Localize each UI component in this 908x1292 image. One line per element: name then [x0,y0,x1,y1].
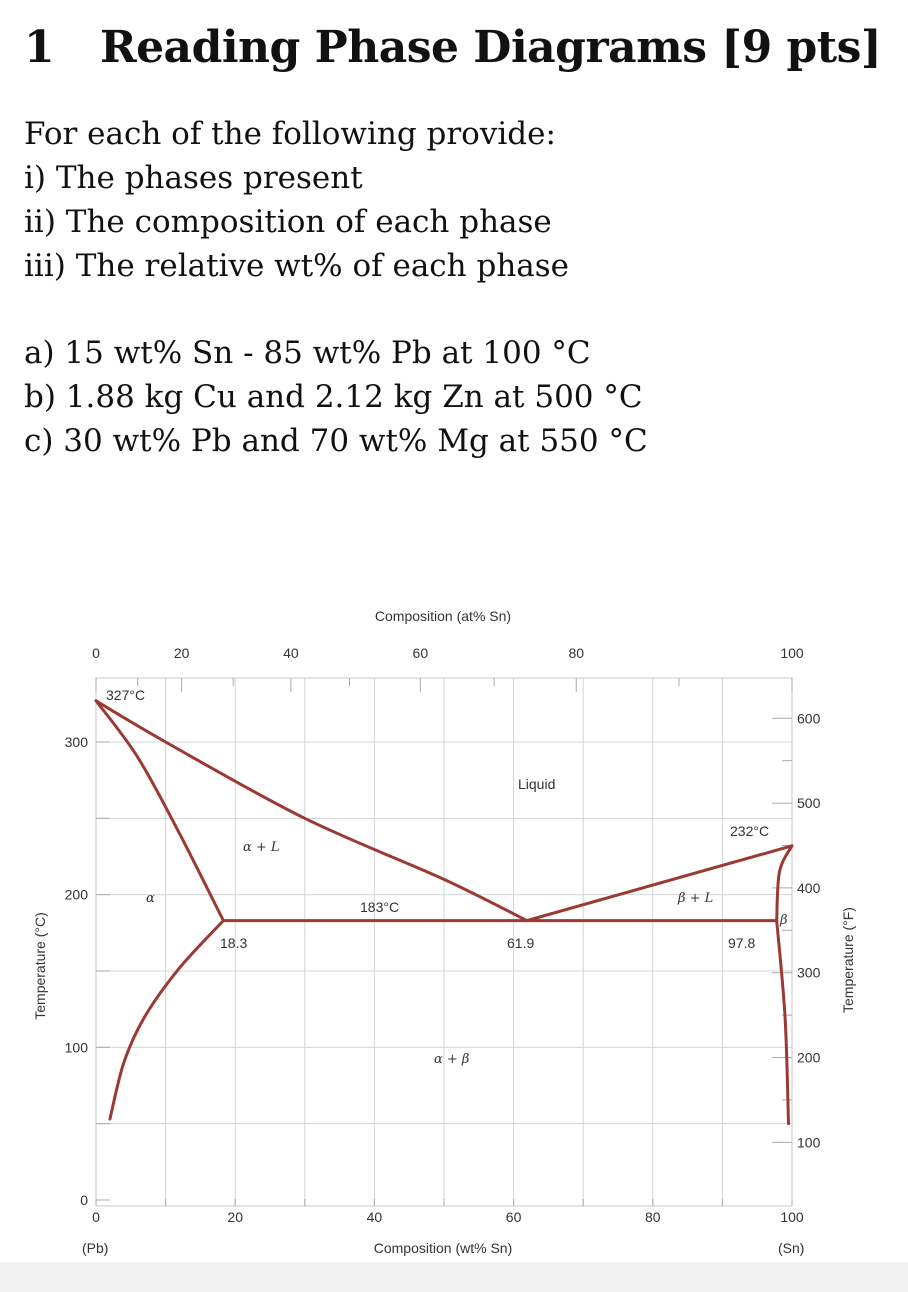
instruction-line: i) The phases present [24,160,363,196]
right-tick-label: 300 [797,964,821,981]
left-axis-title: Temperature (°C) [32,912,48,1020]
right-axis-title: Temperature (°F) [840,907,856,1013]
section-title: Reading Phase Diagrams [9 pts] [100,22,882,73]
bottom-tick-label: 0 [92,1209,100,1225]
bottom-tick-label: 20 [227,1209,243,1225]
alpha-liquid-region-label: α + L [243,840,280,855]
top-tick-label: 0 [92,645,100,661]
alpha-beta-region-label: α + β [434,1052,470,1067]
instructions-block [24,112,569,288]
left-tick-label: 100 [64,1039,88,1056]
right-tick-label: 500 [797,795,821,812]
alpha-region-label: α [146,891,155,906]
curve-solidus-beta [777,846,792,921]
top-tick-label: 80 [568,645,585,661]
problem-a: a) 15 wt% Sn - 85 wt% Pb at 100 °C [24,335,591,371]
bottom-axis-left-end-label: (Pb) [82,1240,109,1256]
eutectic-temp-label: 183°C [360,899,400,915]
sn-melting-label: 232°C [730,823,770,839]
right-tick-label: 200 [797,1049,821,1066]
liquid-region-label: Liquid [518,776,556,792]
problem-c: c) 30 wt% Pb and 70 wt% Mg at 550 °C [24,423,648,459]
section-number: 1 [24,22,55,73]
bottom-tick-label: 80 [645,1209,661,1225]
left-tick-label: 300 [64,734,88,750]
curve-solvus-beta [777,921,789,1124]
top-tick-label: 40 [283,645,299,661]
beta-liquid-region-label: β + L [678,891,714,906]
alpha-max-label: 18.3 [220,935,248,951]
instruction-line: iii) The relative wt% of each phase [24,248,570,284]
bottom-axis-right-end-label: (Sn) [778,1240,805,1256]
left-tick-label: 200 [64,886,88,903]
grid-layer [96,678,792,1206]
pb-melting-label: 327°C [106,687,146,703]
beta-min-label: 97.8 [728,935,756,951]
right-tick-label: 400 [797,879,821,896]
curve-solidus-alpha [96,701,223,921]
eutectic-comp-label: 61.9 [507,935,535,951]
phase-diagram [0,590,908,1270]
section-heading [24,22,881,73]
bottom-tick-label: 100 [780,1209,804,1225]
bottom-tick-label: 60 [505,1209,522,1225]
instruction-line: For each of the following provide: [24,116,556,152]
right-tick-label: 100 [797,1134,821,1151]
curve-liquidus-pb [96,701,527,921]
top-tick-label: 100 [780,645,804,661]
top-tick-label: 60 [412,645,429,661]
beta-region-label: β [780,913,788,928]
top-axis-title: Composition (at% Sn) [374,608,512,624]
bottom-axis-title: Composition (wt% Sn) [373,1240,513,1256]
phase-diagram-figure [0,590,908,1270]
instruction-line: ii) The composition of each phase [24,204,552,240]
right-tick-label: 600 [797,710,821,727]
problems-block [24,331,648,463]
curve-solvus-alpha [110,921,223,1119]
problem-b: b) 1.88 kg Cu and 2.12 kg Zn at 500 °C [24,379,643,415]
bottom-tick-label: 40 [366,1209,383,1225]
top-tick-label: 20 [173,645,190,661]
left-tick-label: 0 [80,1192,88,1208]
curve-liquidus-sn [527,846,792,921]
